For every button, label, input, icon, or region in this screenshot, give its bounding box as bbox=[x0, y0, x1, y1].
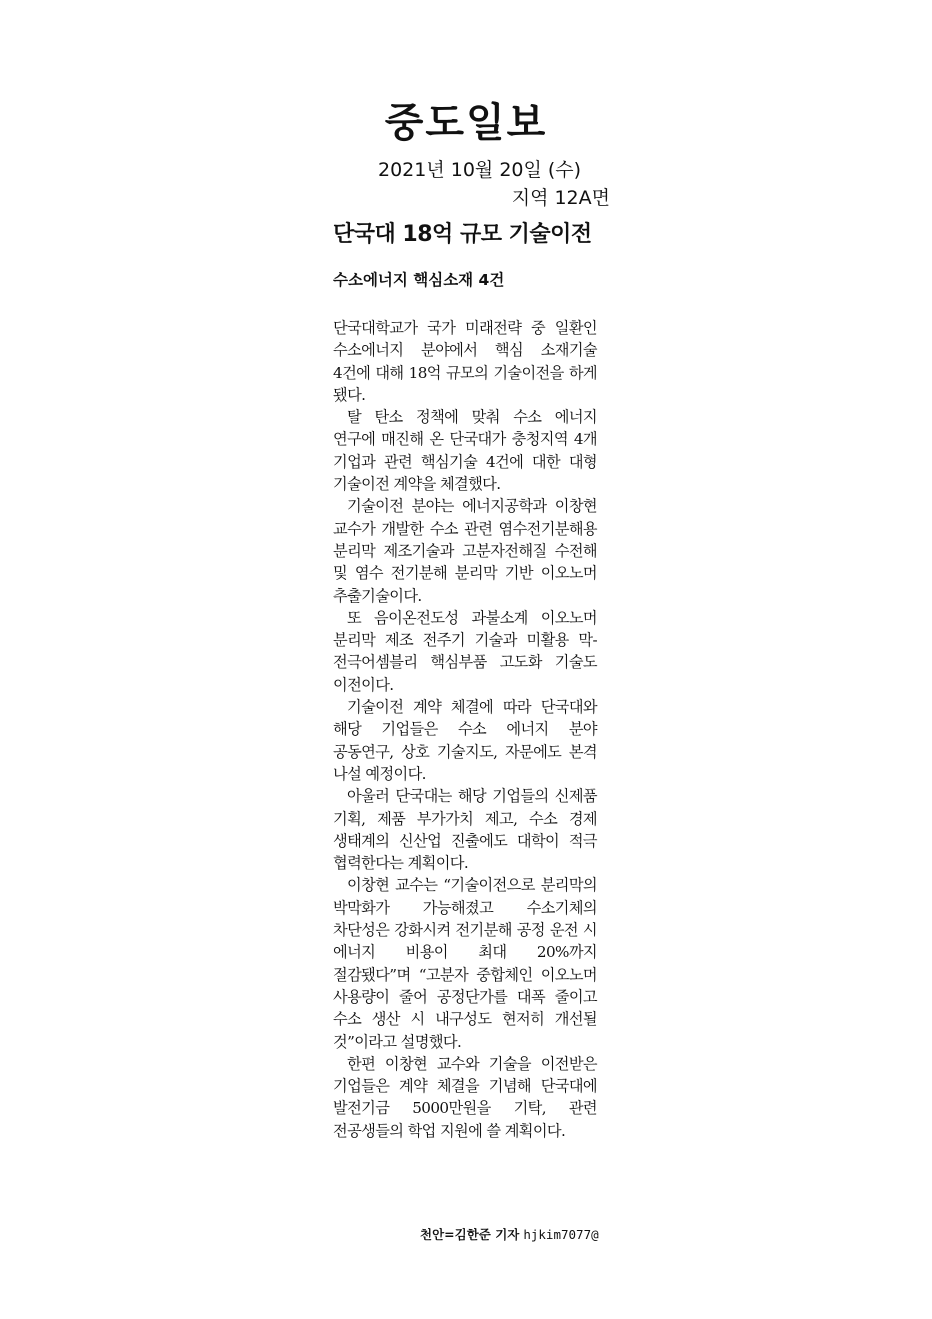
article-byline bbox=[420, 1226, 598, 1244]
article-subheadline: 수소에너지 핵심소재 4건 bbox=[333, 271, 505, 289]
article-paragraph: 한편 이창현 교수와 기술을 이전받은 기업들은 계약 체결을 기념해 단국대에 발전기금 5000만원을 기탁, 관련 전공생들의 학업 지원에 쓸 계획이다. bbox=[333, 1054, 597, 1140]
article-paragraph: 기술이전 분야는 에너지공학과 이창현 교수가 개발한 수소 관련 염수전기분해용 분리막 제조기술과 고분자전해질 수전해 및 염수 전기분해 분리막 기반 이오노머 추출기술이다. bbox=[333, 497, 597, 605]
article-paragraph: 탈 탄소 정책에 맞춰 수소 에너지 연구에 매진해 온 단국대가 충청지역 4개 기업과 관련 핵심기술 4건에 대한 대형 기술이전 계약을 체결했다. bbox=[333, 408, 597, 494]
article-headline: 단국대 18억 규모 기술이전 bbox=[333, 222, 592, 247]
article-paragraph: 또 음이온전도성 과불소계 이오노머 분리막 제조 전주기 기술과 미활용 막-전극어셈블리 핵심부품 고도화 기술도 이전이다. bbox=[333, 608, 597, 694]
newspaper-name: 중도일보 bbox=[384, 99, 548, 146]
reporter-email: hjkim7077@ bbox=[523, 1227, 599, 1242]
article-paragraph: 기술이전 계약 체결에 따라 단국대와 해당 기업들은 수소 에너지 분야 공동연구, 상호 기술지도, 자문에도 본격 나설 예정이다. bbox=[333, 698, 597, 783]
section-label: 지역 12A면 bbox=[511, 187, 610, 209]
article-paragraph: 아울러 단국대는 해당 기업들의 신제품 기획, 제품 부가가치 제고, 수소 경제 생태계의 신산업 진출에도 대학이 적극 협력한다는 계획이다. bbox=[333, 787, 597, 873]
article-body bbox=[333, 317, 597, 1142]
publication-date: 2021년 10월 20일 (수) bbox=[378, 159, 582, 181]
article-paragraph: 이창현 교수는 “기술이전으로 분리막의 박막화가 가능해졌고 수소기체의 차단성은 강화시켜 전기분해 공정 운전 시 에너지 비용이 최대 20%까지 절감됐다”며 “고분자 중합체인 이오노머 사용량이 줄어 공정단가를 대폭 줄이고 수소 생산 시 내구성도 현저히 개선될 것”이라고 설명했다. bbox=[333, 876, 597, 1051]
article-paragraph: 단국대학교가 국가 미래전략 중 일환인 수소에너지 분야에서 핵심 소재기술 4건에 대해 18억 규모의 기술이전을 하게 됐다. bbox=[333, 319, 597, 404]
reporter-name: 천안=김한준 기자 bbox=[420, 1227, 520, 1242]
